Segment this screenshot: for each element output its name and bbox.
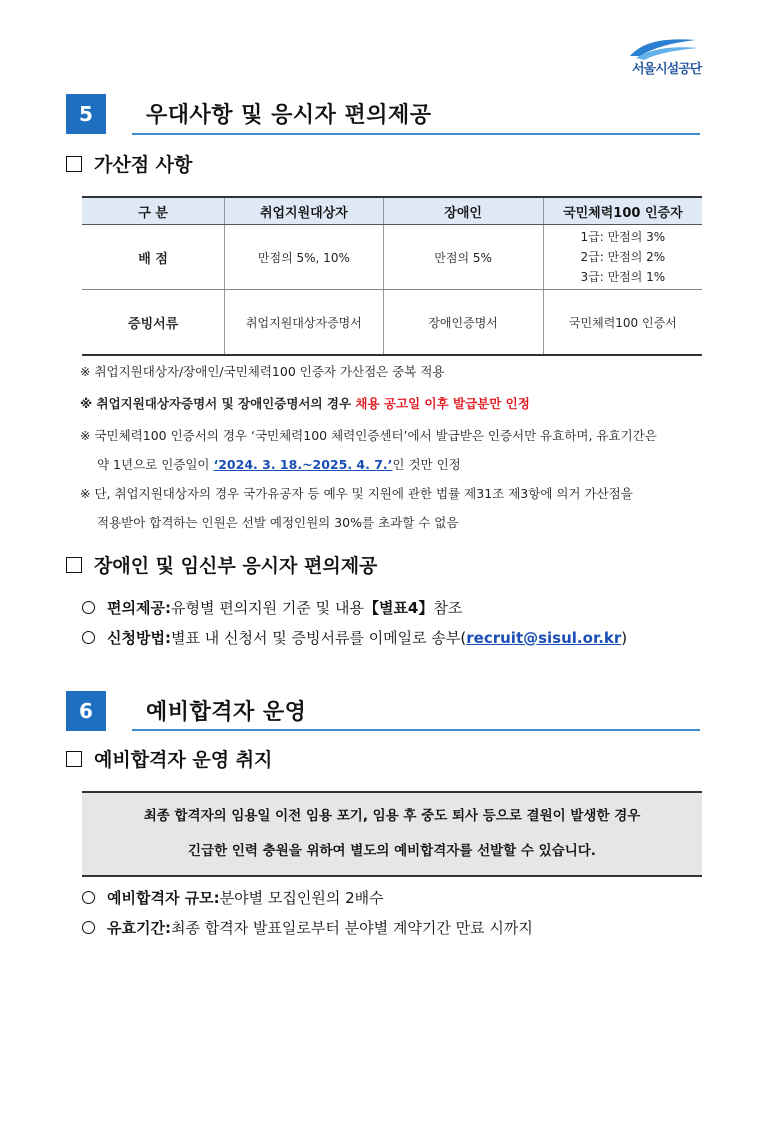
checkbox-square-icon: [66, 751, 82, 767]
email-link[interactable]: recruit@sisul.or.kr: [466, 628, 622, 647]
bullet-item: 예비합격자 규모: 분야별 모집인원의 2배수: [82, 887, 384, 908]
note-issuance: ※ 취업지원대상자증명서 및 장애인증명서의 경우 채용 공고일 이후 발급분만 인정: [80, 396, 530, 411]
table-header: 장애인: [383, 197, 543, 225]
section-rule: [132, 133, 700, 135]
note-fitness-line1: ※ 국민체력100 인증서의 경우 ‘국민체력100 체력인증센터’에서 발급받은 인증서만 유효하며, 유효기간은: [80, 428, 657, 443]
subsection-heading: 장애인 및 임신부 응시자 편의제공: [66, 551, 377, 578]
section-title: 우대사항 및 응시자 편의제공: [146, 103, 432, 128]
table-row: [82, 225, 702, 290]
level-line: 2급: 만점의 2%: [580, 250, 666, 264]
table-row: [82, 290, 702, 356]
note-limit-line2: 적용받아 합격하는 인원은 선발 예정인원의 30%를 초과할 수 없음: [97, 515, 459, 530]
bonus-points-table: [82, 196, 702, 356]
bullet-item: 유효기간: 최종 합격자 발표일로부터 분야별 계약기간 만료 시까지: [82, 917, 533, 938]
purpose-box: [82, 791, 702, 877]
note-fitness-line2: 약 1년으로 인증일이 ‘2024. 3. 18.~2025. 4. 7.’인 것만 인정: [97, 457, 461, 472]
level-line: 3급: 만점의 1%: [580, 270, 666, 284]
section-rule: [132, 729, 700, 731]
table-header: 구 분: [82, 197, 225, 225]
level-line: 1급: 만점의 3%: [580, 230, 666, 244]
table-cell-levels: [543, 225, 702, 290]
subsection-heading: 예비합격자 운영 취지: [66, 745, 272, 772]
table-header: 취업지원대상자: [225, 197, 383, 225]
subsection-heading: 가산점 사항: [66, 150, 192, 177]
table-cell: 만점의 5%: [383, 225, 543, 290]
note-duplicate: ※ 취업지원대상자/장애인/국민체력100 인증자 가산점은 중복 적용: [80, 364, 445, 379]
bullet-item: 편의제공: 유형별 편의지원 기준 및 내용 【별표4】 참조: [82, 597, 462, 618]
circle-bullet-icon: [82, 601, 95, 614]
table-cell: 취업지원대상자증명서: [225, 290, 383, 356]
section-number: 5: [66, 94, 106, 134]
table-cell: 만점의 5%, 10%: [225, 225, 383, 290]
row-label: 증빙서류: [82, 290, 225, 356]
purpose-line: 최종 합격자의 임용일 이전 임용 포기, 임용 후 중도 퇴사 등으로 결원이 발생한 경우: [143, 808, 641, 824]
section-title: 예비합격자 운영: [146, 700, 307, 725]
row-label: 배 점: [82, 225, 225, 290]
circle-bullet-icon: [82, 891, 95, 904]
logo-text: 서울시설공단: [632, 62, 702, 77]
bullet-item: 신청방법: 별표 내 신청서 및 증빙서류를 이메일로 송부( recruit@sisul.or.kr ): [82, 627, 627, 648]
circle-bullet-icon: [82, 631, 95, 644]
table-header: 국민체력100 인증자: [543, 197, 702, 225]
circle-bullet-icon: [82, 921, 95, 934]
checkbox-square-icon: [66, 557, 82, 573]
note-limit-line1: ※ 단, 취업지원대상자의 경우 국가유공자 등 예우 및 지원에 관한 법률 제31조 제3항에 의거 가산점을: [80, 486, 633, 501]
section-number: 6: [66, 691, 106, 731]
table-cell: 장애인증명서: [383, 290, 543, 356]
purpose-line: 긴급한 인력 충원을 위하여 별도의 예비합격자를 선발할 수 있습니다.: [188, 843, 596, 859]
checkbox-square-icon: [66, 156, 82, 172]
table-cell: 국민체력100 인증서: [543, 290, 702, 356]
